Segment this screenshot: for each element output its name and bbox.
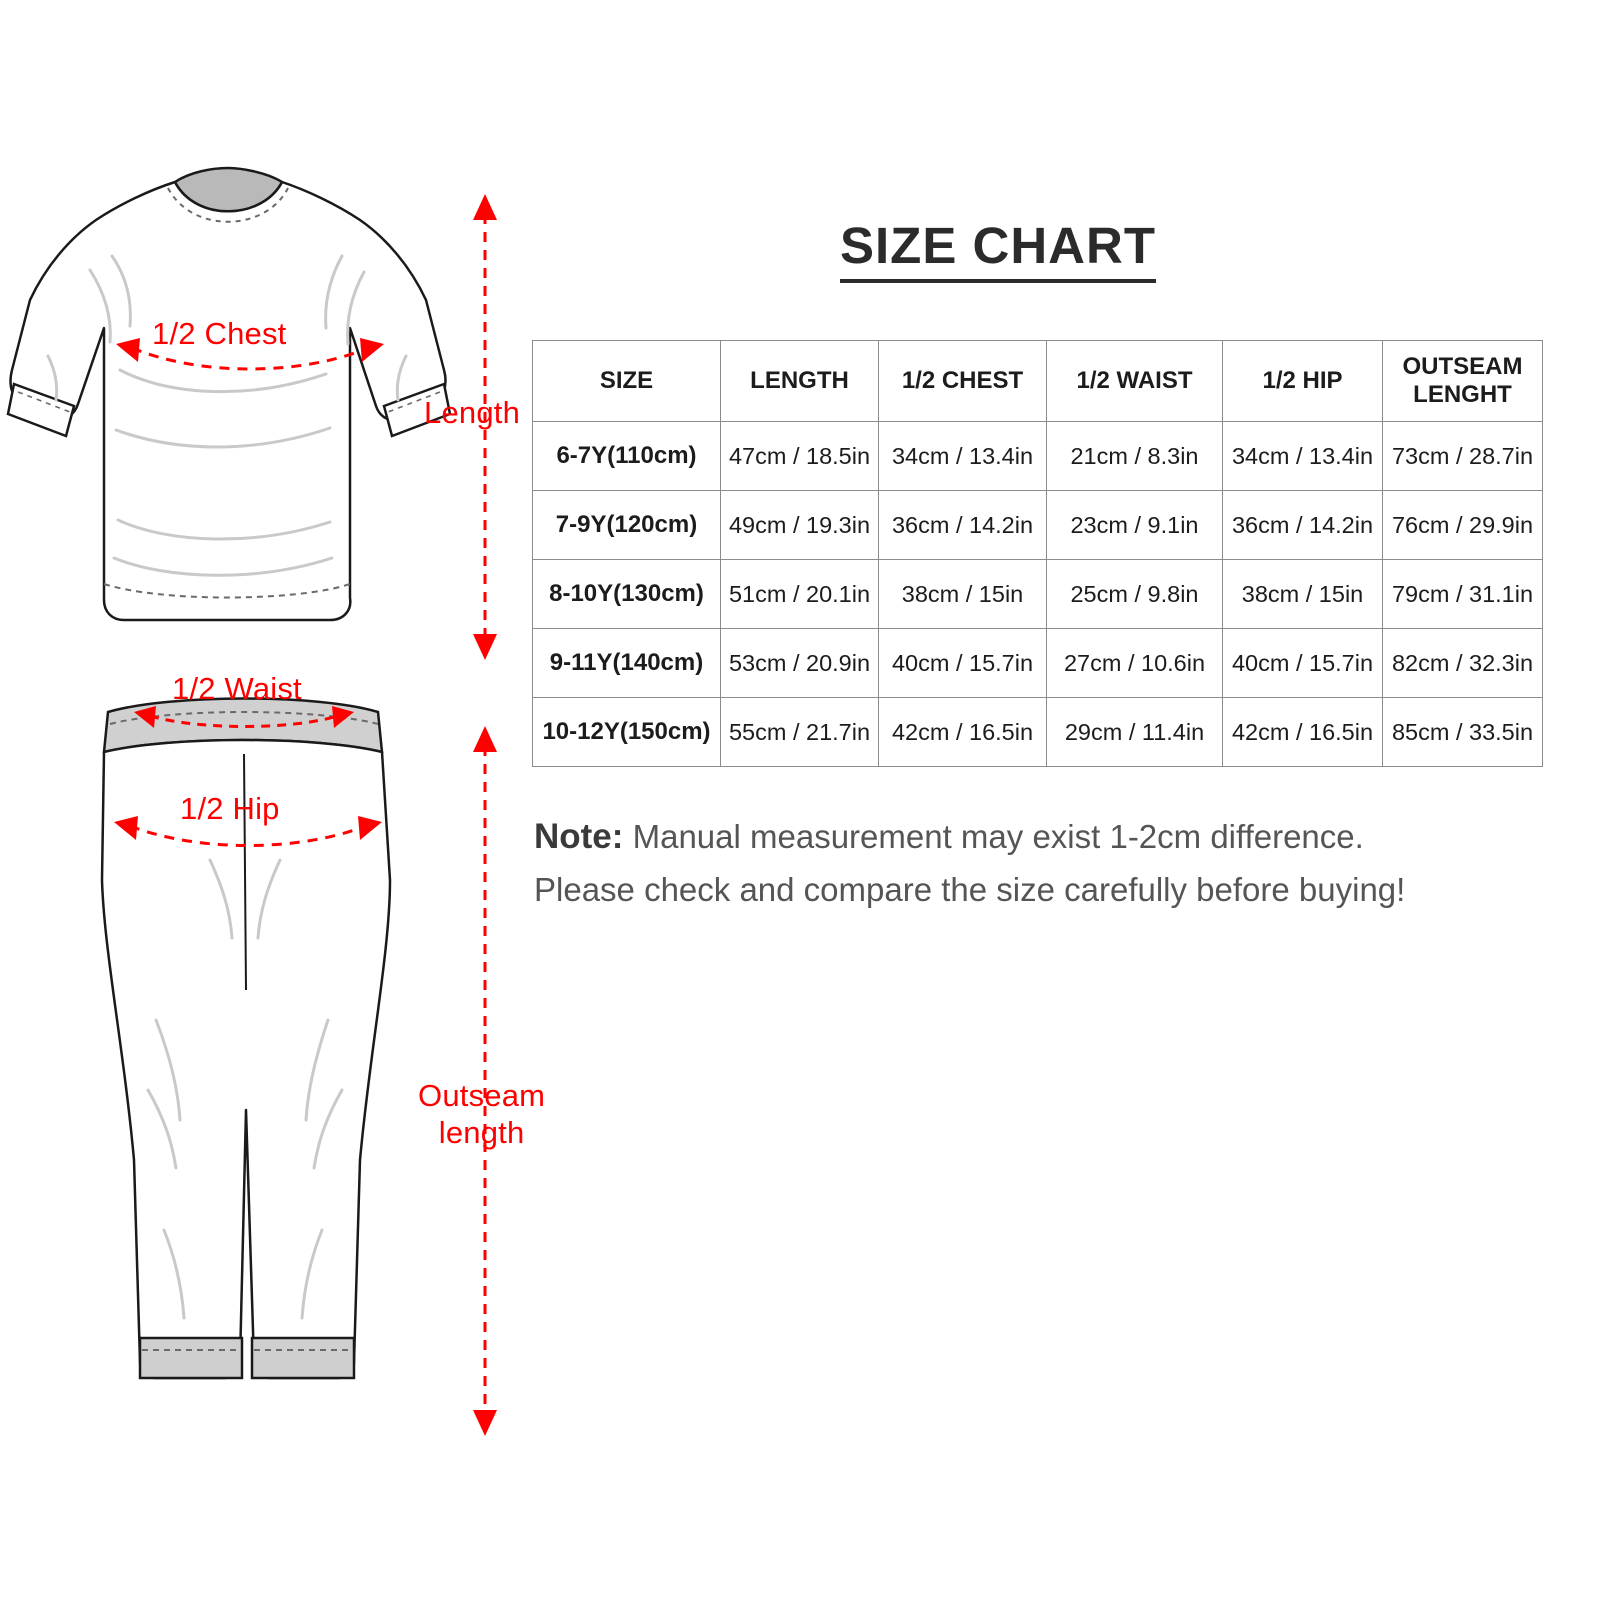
header-half-hip: 1/2 HIP [1223,341,1383,422]
table-row [533,422,1543,491]
cell-length: 49cm / 19.3in [721,491,879,560]
table-row [533,560,1543,629]
cell-half-waist: 27cm / 10.6in [1047,629,1223,698]
table-row [533,629,1543,698]
garment-illustrations [0,0,560,1600]
label-outseam-line2: length [438,1114,525,1150]
header-half-waist: 1/2 WAIST [1047,341,1223,422]
cell-size: 10-12Y(150cm) [533,698,721,767]
cell-size: 9-11Y(140cm) [533,629,721,698]
cell-length: 47cm / 18.5in [721,422,879,491]
cell-half-chest: 40cm / 15.7in [879,629,1047,698]
cell-size: 6-7Y(110cm) [533,422,721,491]
cell-outseam: 85cm / 33.5in [1383,698,1543,767]
note-label: Note: [534,817,624,856]
cell-half-waist: 21cm / 8.3in [1047,422,1223,491]
cell-length: 51cm / 20.1in [721,560,879,629]
table-header-row [533,341,1543,422]
label-half-hip: 1/2 Hip [180,791,280,826]
size-chart-table [532,340,1543,767]
table-row [533,698,1543,767]
page-title: SIZE CHART [840,216,1156,283]
label-length: Length [424,395,521,430]
header-outseam-line2: LENGHT [1413,381,1512,408]
cell-half-chest: 38cm / 15in [879,560,1047,629]
note-text [534,810,1574,915]
cell-length: 53cm / 20.9in [721,629,879,698]
cell-half-waist: 23cm / 9.1in [1047,491,1223,560]
header-half-chest: 1/2 CHEST [879,341,1047,422]
note-line2: Please check and compare the size carefully before buying! [534,871,1406,909]
header-outseam-length [1383,341,1543,422]
cell-half-waist: 25cm / 9.8in [1047,560,1223,629]
cell-half-hip: 34cm / 13.4in [1223,422,1383,491]
cell-outseam: 73cm / 28.7in [1383,422,1543,491]
header-size: SIZE [533,341,721,422]
cell-outseam: 82cm / 32.3in [1383,629,1543,698]
cell-half-hip: 36cm / 14.2in [1223,491,1383,560]
cell-half-waist: 29cm / 11.4in [1047,698,1223,767]
table-row [533,491,1543,560]
cell-half-chest: 42cm / 16.5in [879,698,1047,767]
cell-half-hip: 38cm / 15in [1223,560,1383,629]
cell-outseam: 76cm / 29.9in [1383,491,1543,560]
note-line1: Manual measurement may exist 1-2cm difference. [623,818,1364,855]
cell-size: 7-9Y(120cm) [533,491,721,560]
cell-length: 55cm / 21.7in [721,698,879,767]
header-length: LENGTH [721,341,879,422]
chart-panel [520,0,1600,1600]
label-outseam-line1: Outseam [418,1078,546,1113]
header-outseam-line1: OUTSEAM [1402,353,1523,381]
cell-half-chest: 36cm / 14.2in [879,491,1047,560]
cell-half-hip: 40cm / 15.7in [1223,629,1383,698]
cell-half-chest: 34cm / 13.4in [879,422,1047,491]
cell-half-hip: 42cm / 16.5in [1223,698,1383,767]
cell-size: 8-10Y(130cm) [533,560,721,629]
label-half-waist: 1/2 Waist [172,671,302,706]
label-half-chest: 1/2 Chest [152,316,287,351]
cell-outseam: 79cm / 31.1in [1383,560,1543,629]
